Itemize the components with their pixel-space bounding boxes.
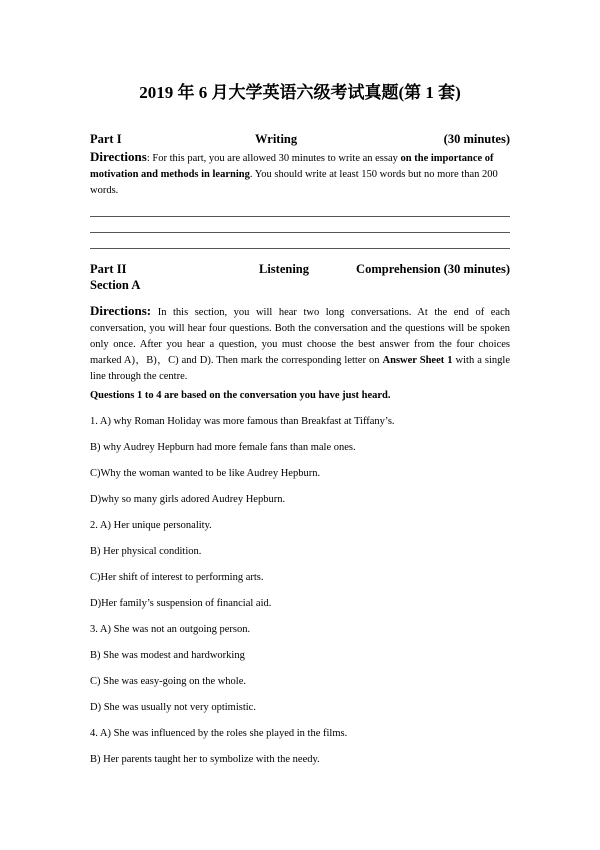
questions-intro: Questions 1 to 4 are based on the conversation you have just heard.	[90, 390, 391, 401]
list-item: 2. A) Her unique personality.	[90, 520, 212, 531]
section-a-label: Section A	[90, 278, 141, 292]
list-item: B) Her parents taught her to symbolize with the needy.	[90, 754, 320, 765]
part2-directions-bold: Answer Sheet 1	[382, 355, 453, 366]
part2-directions-post: with a single line through the centre.	[90, 355, 510, 382]
list-item: C) She was easy-going on the whole.	[90, 676, 247, 687]
part1-directions	[90, 149, 510, 199]
part2-directions	[90, 303, 510, 385]
list-item: 4. A) She was influenced by the roles she played in the films.	[90, 728, 348, 739]
answer-line	[90, 248, 510, 249]
list-item: 1. A) why Roman Holiday was more famous than Breakfast at Tiffany’s.	[90, 416, 395, 427]
list-item: B) Her physical condition.	[90, 546, 202, 557]
answer-line	[90, 232, 510, 233]
list-item: B) She was modest and hardworking	[90, 650, 245, 661]
list-item: C)Why the woman wanted to be like Audrey Hepburn.	[90, 468, 321, 479]
part1-label: Part I	[90, 132, 122, 146]
part2-time: Comprehension (30 minutes)	[356, 262, 510, 276]
list-item: D)why so many girls adored Audrey Hepburn.	[90, 494, 286, 505]
part1-directions-label: Directions	[90, 149, 147, 164]
list-item: C)Her shift of interest to performing arts.	[90, 572, 264, 583]
page-title: 2019 年 6 月大学英语六级考试真题(第 1 套)	[139, 83, 461, 102]
part1-time: (30 minutes)	[443, 132, 510, 146]
part1-name: Writing	[255, 132, 298, 146]
part2-directions-label: Directions:	[90, 303, 152, 318]
part2-label: Part II	[90, 262, 127, 276]
part2-name: Listening	[259, 262, 310, 276]
list-item: B) why Audrey Hepburn had more female fans than male ones.	[90, 442, 356, 453]
list-item: 3. A) She was not an outgoing person.	[90, 624, 251, 635]
list-item: D) She was usually not very optimistic.	[90, 702, 256, 713]
part1-directions-bold: on the importance of motivation and methods in learning	[90, 153, 494, 180]
part2-directions-pre: In this section, you will hear two long conversations. At the end of each conversation, you will hear four questions. Both the conversation and the questions will be spoken only once. After you hear a question, you must choose the best answer from the four choices marked A)，B)，C) and D). Then mark the corresponding letter on	[90, 307, 510, 366]
answer-line	[90, 216, 510, 217]
list-item: D)Her family’s suspension of financial aid.	[90, 598, 272, 609]
part1-directions-pre: : For this part, you are allowed 30 minutes to write an essay	[146, 153, 401, 164]
part1-directions-post: . You should write at least 150 words but no more than 200 words.	[90, 169, 498, 196]
